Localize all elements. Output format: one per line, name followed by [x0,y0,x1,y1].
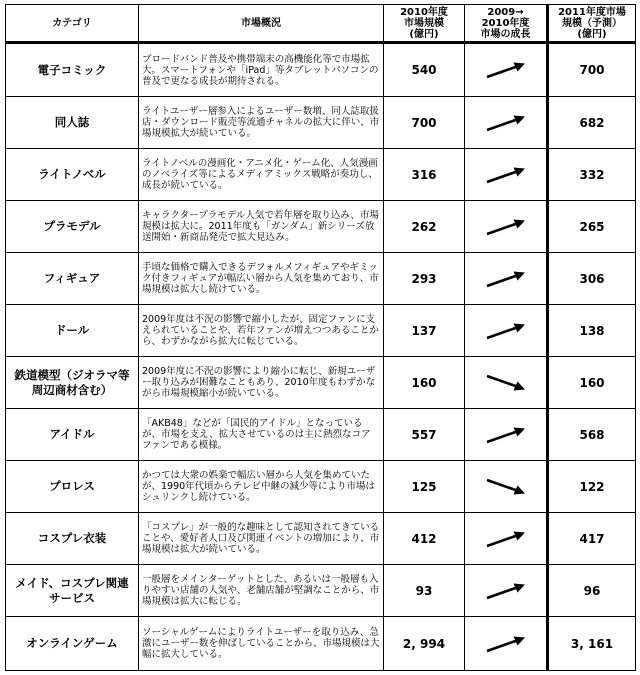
size-2010-cell: 93 [384,565,465,617]
arrow-down-right-icon [465,477,546,497]
category-cell: メイド、コスプレ関連 サービス [6,565,139,617]
category-cell: プラモデル [6,201,139,253]
forecast-2011-cell: 568 [548,409,636,461]
overview-cell: かつては大衆の娯楽で幅広い層から人気を集めていたが、1990年代頃からテレビ中継の減少等により市場はシュリンクし続けている。 [139,461,384,513]
forecast-2011-cell: 265 [548,201,636,253]
size-2010-cell: 412 [384,513,465,565]
overview-cell: 「コスプレ」が一般的な趣味として認知されてきていることや、愛好者人口及び関連イベントの増加により、市場規模は拡大が続いている。 [139,513,384,565]
growth-cell [465,617,548,671]
table-row [6,617,636,671]
category-cell: 同人誌 [6,97,139,149]
forecast-2011-cell: 682 [548,97,636,149]
table-row [6,565,636,617]
category-cell: アイドル [6,409,139,461]
size-2010-cell: 137 [384,305,465,357]
arrow-up-right-icon [465,529,546,549]
forecast-2011-cell: 417 [548,513,636,565]
forecast-2011-cell: 3, 161 [548,617,636,671]
size-2010-cell: 316 [384,149,465,201]
table-row [6,513,636,565]
growth-cell [465,97,548,149]
arrow-up-right-icon [465,113,546,133]
growth-cell [465,461,548,513]
growth-cell [465,513,548,565]
overview-cell: 手頃な価格で購入できるデフォルメフィギュアやギミック付きフィギュアが幅広い層から人気を集めており、市場規模は拡大し続けている。 [139,253,384,305]
table-row [6,305,636,357]
forecast-2011-cell: 332 [548,149,636,201]
forecast-2011-cell: 700 [548,43,636,97]
arrow-up-right-icon [465,321,546,341]
forecast-2011-cell: 122 [548,461,636,513]
arrow-up-right-icon [465,634,546,654]
size-2010-cell: 557 [384,409,465,461]
table-row [6,357,636,409]
category-cell: フィギュア [6,253,139,305]
growth-cell [465,149,548,201]
category-cell: 鉄道模型（ジオラマ等 周辺商材含む） [6,357,139,409]
size-2010-cell: 160 [384,357,465,409]
size-2010-cell: 540 [384,43,465,97]
growth-cell [465,565,548,617]
overview-cell: ソーシャルゲームによりライトユーザーを取り込み、急激にユーザー数を伸ばしていることから、市場規模は大幅に拡大している。 [139,617,384,671]
arrow-up-right-icon [465,165,546,185]
size-2010-cell: 262 [384,201,465,253]
category-cell: ドール [6,305,139,357]
growth-cell [465,357,548,409]
overview-cell: 「AKB48」などが「国民的アイドル」となっているが、市場を支え、拡大させているのは主に熱烈なコアファンである模様。 [139,409,384,461]
table-body [6,43,636,671]
size-2010-cell: 125 [384,461,465,513]
header-category: カテゴリ [6,5,139,43]
forecast-2011-cell: 306 [548,253,636,305]
arrow-up-right-icon [465,425,546,445]
overview-cell: 2009年度は不況の影響で縮小したが、固定ファンに支えられていることや、若年ファンが増えつつあることから、わずかながら拡大に転じている。 [139,305,384,357]
size-2010-cell: 293 [384,253,465,305]
table-row [6,201,636,253]
size-2010-cell: 2, 994 [384,617,465,671]
arrow-up-right-icon [465,60,546,80]
category-cell: コスプレ衣装 [6,513,139,565]
forecast-2011-cell: 96 [548,565,636,617]
growth-cell [465,201,548,253]
growth-cell [465,409,548,461]
category-cell: プロレス [6,461,139,513]
header-forecast-2011: 2011年度市場 規模（予測） (億円) [548,5,636,43]
table-row [6,461,636,513]
overview-cell: キャラクタープラモデル人気で若年層を取り込み、市場規模は拡大に。2011年度も「ガンダム」新シリーズ放送開始・新商品発売で拡大見込み。 [139,201,384,253]
table-row [6,253,636,305]
header-row [6,5,636,43]
arrow-up-right-icon [465,581,546,601]
forecast-2011-cell: 138 [548,305,636,357]
table-row [6,97,636,149]
overview-cell: ライトノベルの漫画化・アニメ化・ゲーム化、人気漫画のノベライズ等によるメディアミックス戦略が奏功し、成長が続いている。 [139,149,384,201]
growth-cell [465,305,548,357]
growth-cell [465,253,548,305]
overview-cell: ライトユーザー層参入によるユーザー数増、同人誌取扱店・ダウンロード販売等流通チャネルの拡大に伴い、市場規模拡大が続いている。 [139,97,384,149]
category-cell: オンラインゲーム [6,617,139,671]
overview-cell: ブロードバンド普及や携帯端末の高機能化等で市場拡大。スマートフォンや「iPad」等タブレットパソコンの普及で更なる成長が期待される。 [139,43,384,97]
forecast-2011-cell: 160 [548,357,636,409]
table-row [6,409,636,461]
overview-cell: 一般層をメインターゲットとした、あるいは一般層も入りやすい店舗の人気や、老舗店舗が堅調なことから、市場規模は拡大に転じる。 [139,565,384,617]
category-cell: 電子コミック [6,43,139,97]
arrow-up-right-icon [465,269,546,289]
arrow-up-right-icon [465,217,546,237]
market-table [5,4,636,671]
growth-cell [465,43,548,97]
header-growth: 2009→ 2010年度 市場の成長 [465,5,548,43]
size-2010-cell: 700 [384,97,465,149]
header-size-2010: 2010年度 市場規模 (億円) [384,5,465,43]
header-overview: 市場概況 [139,5,384,43]
table-row [6,43,636,97]
table-row [6,149,636,201]
arrow-down-right-icon [465,373,546,393]
category-cell: ライトノベル [6,149,139,201]
overview-cell: 2009年度に不況の影響により縮小に転じ、新規ユーザー取り込みが困難なこともあり、2010年度もわずかながら市場規模縮小が続いている。 [139,357,384,409]
